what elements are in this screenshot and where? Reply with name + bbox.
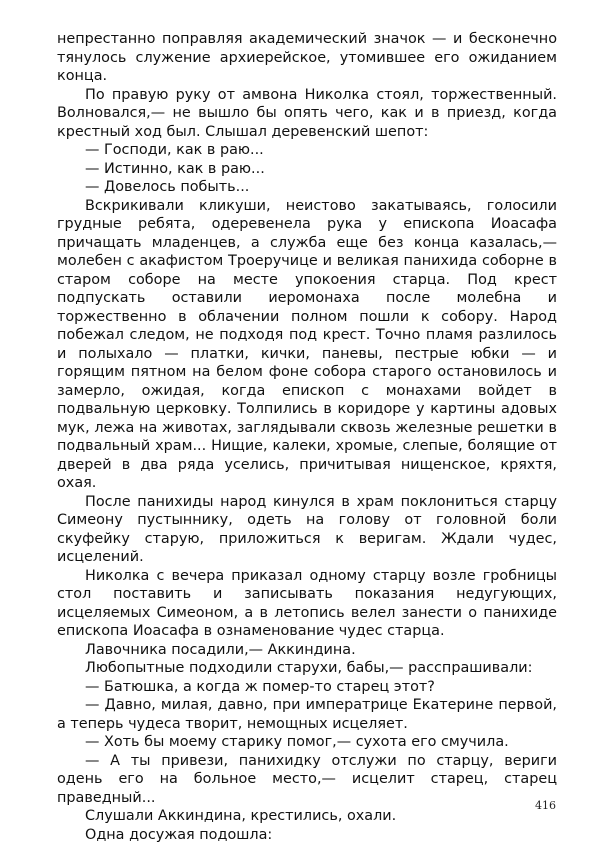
paragraph-1: непрестанно поправляя академический значок — и бесконечно тянулось служение архиерейское, утомившее его ожиданием конца. [57, 31, 557, 84]
dialogue-line-6: — Хоть бы моему старику помог,— сухота его смучила. [85, 734, 509, 750]
dialogue-line-2: — Истинно, как в раю... [85, 160, 265, 177]
paragraph-8: Слушали Аккиндина, крестились, охали. [85, 808, 397, 824]
paragraph-3: Вскрикивали кликуши, неистово закатываясь, голосили грудные ребята, одеревенела рука у епископа Иоасафа причащать младенцев, а служба еще без конца казалась,— молебен с акафистом Троеручице и великая панихида соборне в старом соборе на месте упокоения старца. Под крест подпускать оставили иеромонаха после молебна и торжественно в облачении полном пошли к собору. Народ побежал следом, не подходя под крест. Точно пламя разлилось и полыхало — платки, кички, паневы, пестрые юбки — и горящим пятном на белом фоне собора старого остановилось и замерло, ожидая, когда епископ с монахами войдет в подвальную церковку. Толпились в коридоре у картины адовых мук, лежа на животах, заглядывали сквозь железные решетки в подвальный храм... Нищие, калеки, хромые, слепые, болящие от дверей в два ряда уселись, причитывая нищенское, кряхтя, охая. [57, 197, 557, 491]
dialogue-line-4: — Батюшка, а когда ж помер-то старец этот? [85, 678, 435, 695]
dialogue-line-3: — Довелось побыть... [85, 179, 250, 195]
paragraph-2: По правую руку от амвона Николка стоял, торжественный. Волновался,— не вышло бы опять чего, как и в приезд, когда крестный ход был. Слышал деревенский шепот: [57, 86, 557, 140]
dialogue-line-7: — А ты привези, панихидку отслужи по старцу, вериги одень его на больное место,— исцелит старец, старец праведный... [57, 752, 557, 806]
paragraph-6: Лавочника посадили,— Аккиндина. [85, 641, 356, 658]
paragraph-7: Любопытные подходили старухи, бабы,— расспрашивали: [85, 660, 533, 676]
paragraph-9: Одна досужая подошла: [85, 826, 273, 843]
dialogue-line-1: — Господи, как в раю... [85, 142, 264, 158]
page-number: 416 [535, 799, 556, 812]
body-text [57, 30, 557, 844]
dialogue-line-5: — Давно, милая, давно, при императрице Екатерине первой, а теперь чудеса творит, немощных исцеляет. [57, 697, 557, 732]
paragraph-4: После панихиды народ кинулся в храм поклониться старцу Симеону пустыннику, одеть на голову от головной боли скуфейку старую, приложиться к веригам. Ждали чудес, исцелений. [57, 493, 557, 565]
paragraph-5: Николка с вечера приказал одному старцу возле гробницы стол поставить и записывать показания недугующих, исцеляемых Симеоном, а в летопись велел занести о панихиде епископа Иоасафа в ознаменование чудес старца. [57, 567, 557, 639]
